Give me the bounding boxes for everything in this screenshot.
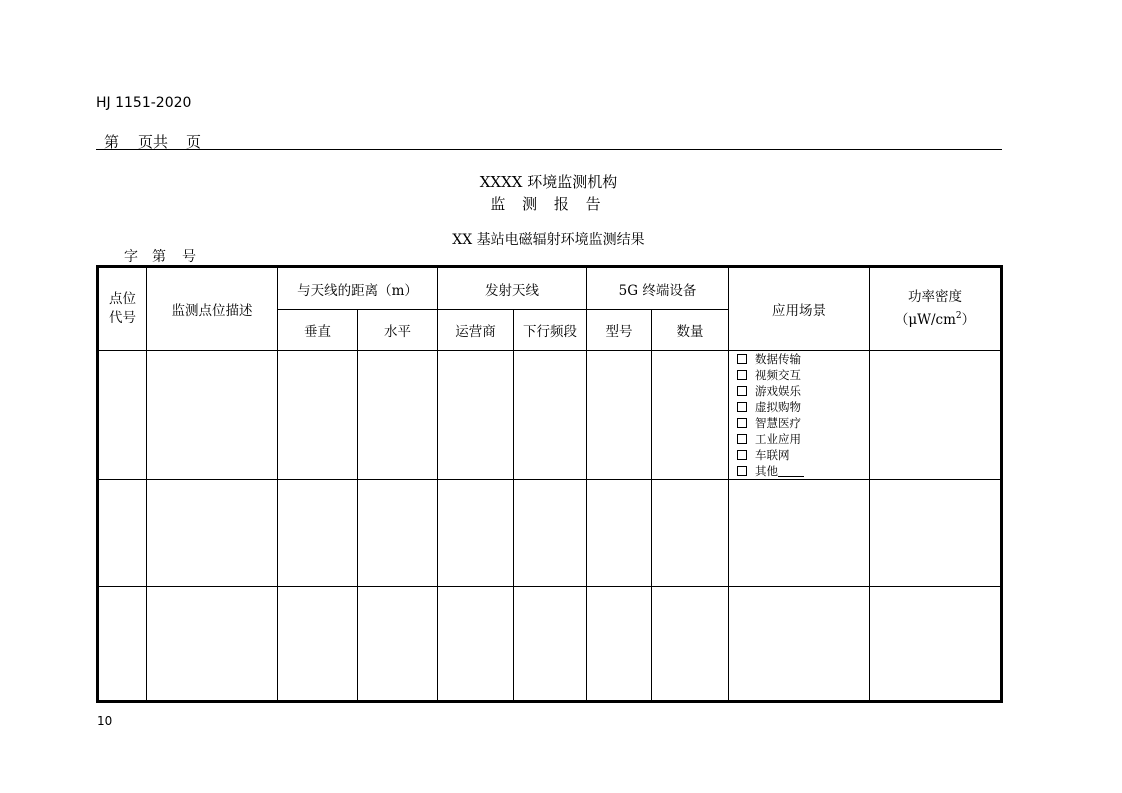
cell-band[interactable] xyxy=(514,351,587,480)
cell-quantity[interactable] xyxy=(652,351,729,480)
application-option-label: 虚拟购物 xyxy=(755,400,802,414)
header-operator: 运营商 xyxy=(438,310,514,351)
cell-application xyxy=(729,351,870,480)
header-distance-group: 与天线的距离（m） xyxy=(278,267,438,310)
checkbox-icon[interactable] xyxy=(737,434,747,444)
application-option[interactable] xyxy=(729,463,869,479)
header-quantity: 数量 xyxy=(652,310,729,351)
cell-point-code[interactable] xyxy=(98,480,147,587)
cell-horizontal[interactable] xyxy=(358,480,438,587)
application-option-label: 游戏娱乐 xyxy=(755,384,802,398)
application-option[interactable] xyxy=(729,383,869,399)
header-application: 应用场景 xyxy=(729,267,870,351)
cell-application[interactable] xyxy=(729,480,870,587)
cell-vertical[interactable] xyxy=(278,480,358,587)
cell-application[interactable] xyxy=(729,587,870,702)
application-option[interactable] xyxy=(729,415,869,431)
page-label-1: 第 xyxy=(104,133,120,151)
header-model: 型号 xyxy=(587,310,652,351)
application-option[interactable] xyxy=(729,447,869,463)
page-label-3: 页 xyxy=(186,133,202,151)
application-option-label: 智慧医疗 xyxy=(755,416,802,430)
header-point-code-line2: 代号 xyxy=(109,310,136,326)
cell-operator[interactable] xyxy=(438,351,514,480)
header-vertical: 垂直 xyxy=(278,310,358,351)
monitoring-results-table xyxy=(96,265,1003,703)
reference-char-3: 号 xyxy=(182,249,196,265)
header-power-unit-exponent: 2 xyxy=(955,311,962,321)
table-row xyxy=(98,587,1002,702)
cell-model[interactable] xyxy=(587,351,652,480)
header-point-code xyxy=(98,267,147,351)
header-point-description: 监测点位描述 xyxy=(147,267,278,351)
header-power-density xyxy=(870,267,1002,351)
institution-title: XXXX 环境监测机构 xyxy=(479,173,618,191)
cell-quantity[interactable] xyxy=(652,480,729,587)
cell-power-density[interactable] xyxy=(870,587,1002,702)
cell-horizontal[interactable] xyxy=(358,587,438,702)
checkbox-icon[interactable] xyxy=(737,466,747,476)
cell-model[interactable] xyxy=(587,480,652,587)
header-point-code-line1: 点位 xyxy=(109,291,136,307)
application-option-label: 其他 xyxy=(755,464,779,478)
application-option-label: 车联网 xyxy=(755,448,790,462)
application-checklist xyxy=(729,351,869,479)
application-option-label: 数据传输 xyxy=(755,352,802,366)
checkbox-icon[interactable] xyxy=(737,402,747,412)
header-power-unit-suffix: ） xyxy=(961,312,976,328)
application-option[interactable] xyxy=(729,399,869,415)
cell-point-code[interactable] xyxy=(98,351,147,480)
header-antenna-group: 发射天线 xyxy=(438,267,587,310)
application-option-label: 工业应用 xyxy=(755,432,802,446)
application-option[interactable] xyxy=(729,367,869,383)
reference-char-2: 第 xyxy=(152,249,166,265)
other-fill-blank[interactable] xyxy=(778,465,804,477)
header-horizontal: 水平 xyxy=(358,310,438,351)
cell-band[interactable] xyxy=(514,480,587,587)
header-terminal-group: 5G 终端设备 xyxy=(587,267,729,310)
cell-point-description[interactable] xyxy=(147,587,278,702)
header-power-unit-prefix: （μW/cm xyxy=(894,312,956,328)
cell-band[interactable] xyxy=(514,587,587,702)
report-title: 监 测 报 告 xyxy=(490,195,607,213)
cell-vertical[interactable] xyxy=(278,351,358,480)
table-row xyxy=(98,480,1002,587)
cell-point-description[interactable] xyxy=(147,351,278,480)
checkbox-icon[interactable] xyxy=(737,386,747,396)
checkbox-icon[interactable] xyxy=(737,418,747,428)
cell-power-density[interactable] xyxy=(870,351,1002,480)
cell-horizontal[interactable] xyxy=(358,351,438,480)
cell-operator[interactable] xyxy=(438,587,514,702)
checkbox-icon[interactable] xyxy=(737,354,747,364)
cell-vertical[interactable] xyxy=(278,587,358,702)
subject-title: XX 基站电磁辐射环境监测结果 xyxy=(452,232,645,248)
cell-quantity[interactable] xyxy=(652,587,729,702)
header-band: 下行频段 xyxy=(514,310,587,351)
reference-char-1: 字 xyxy=(124,249,138,265)
cell-power-density[interactable] xyxy=(870,480,1002,587)
cell-operator[interactable] xyxy=(438,480,514,587)
standard-code: HJ 1151-2020 xyxy=(96,95,192,111)
page-number: 10 xyxy=(97,714,113,728)
cell-point-code[interactable] xyxy=(98,587,147,702)
application-option[interactable] xyxy=(729,431,869,447)
table-row xyxy=(98,351,1002,480)
header-power-line1: 功率密度 xyxy=(908,289,963,305)
header-power-line2 xyxy=(870,307,1000,330)
header-row-1 xyxy=(98,267,1002,310)
cell-point-description[interactable] xyxy=(147,480,278,587)
header-rule xyxy=(96,149,1002,150)
page-label-2: 页共 xyxy=(138,133,169,151)
checkbox-icon[interactable] xyxy=(737,370,747,380)
application-option-label: 视频交互 xyxy=(755,368,802,382)
cell-model[interactable] xyxy=(587,587,652,702)
checkbox-icon[interactable] xyxy=(737,450,747,460)
application-option[interactable] xyxy=(729,351,869,367)
